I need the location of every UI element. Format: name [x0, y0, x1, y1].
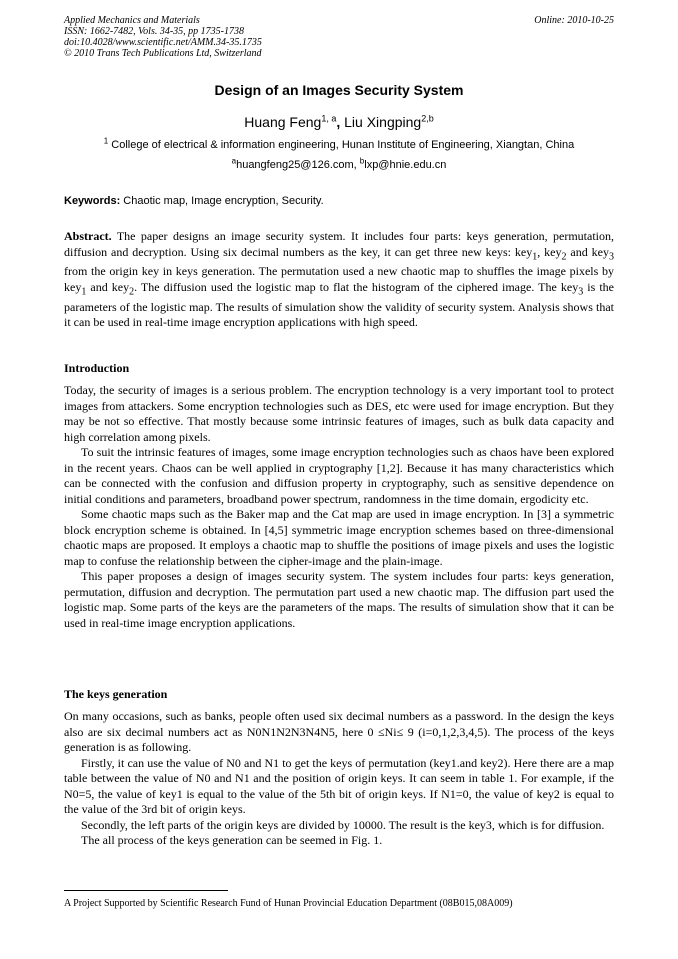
abstract-sub: 1 — [81, 286, 87, 298]
abstract-text: The paper designs an image security system. It includes four parts: keys generation, permutation, diffusion and decryption. Using six decimal numbers as the key, it can get three new keys: key — [64, 229, 614, 259]
journal-header — [64, 15, 262, 59]
email-line — [0, 156, 678, 171]
author-separator: , — [336, 114, 345, 130]
abstract-sub: 3 — [578, 286, 584, 298]
journal-copyright: © 2010 Trans Tech Publications Ltd, Switzerland — [64, 48, 262, 59]
author-line — [0, 114, 678, 130]
paragraph: Secondly, the left parts of the origin keys are divided by 10000. The result is the key3, which is for diffusion. — [81, 817, 605, 832]
keys-generation-body — [64, 709, 614, 849]
paragraph: This paper proposes a design of images security system. The system includes four parts: keys generation, permutation, diffusion and decryption. The permutation part used a new chaotic map. The diffusion part used the logistic map. Some parts of the keys are the parameters of the maps. The results of simulation show that it can be used in real-time image encryption applications. — [64, 569, 614, 630]
email-b-sup: b — [359, 156, 365, 166]
introduction-heading: Introduction — [64, 361, 130, 375]
paragraph: Firstly, it can use the value of N0 and N1 to get the keys of permutation (key1.and key2). Here there are a map table between the value of N0 and N1 and the position of origin keys. It can seem in table 1. For example, if the N0=5, the value of key1 is equal to the value of the 5th bit of origin keys. If N1=0, the value of key2 is equal to the value of the 3rd bit of origin keys. — [64, 755, 614, 816]
introduction-body — [64, 383, 614, 631]
keywords-text: Chaotic map, Image encryption, Security. — [120, 195, 324, 207]
email-a[interactable]: huangfeng25@126.com — [236, 159, 354, 171]
affiliation-number: 1 — [103, 136, 109, 146]
abstract — [64, 229, 614, 331]
keywords-label: Keywords: — [64, 195, 121, 207]
paragraph: Today, the security of images is a serious problem. The encryption technology is a very important tool to protect images from attackers. Some encryption technologies such as DES, etc were used for image encryption. But they may be not so effective. That mostly because some intrinsic features of images, such as bulk data capacity and high correlation among pixels. — [64, 383, 614, 444]
footnote-divider — [64, 890, 228, 891]
author-2-sup: 2,b — [421, 113, 434, 124]
paragraph: The all process of the keys generation can be seemed in Fig. 1. — [81, 833, 383, 847]
abstract-text: from the origin key in keys generation. The permutation used a new chaotic map to shuffles the image pixels by key — [64, 264, 614, 294]
abstract-sub: 1 — [532, 250, 538, 262]
affiliation-text: College of electrical & information engineering, Hunan Institute of Engineering, Xiangtan, China — [111, 139, 575, 151]
author-1-name: Huang Feng — [244, 114, 322, 130]
affiliation — [0, 136, 678, 151]
abstract-sub: 2 — [129, 286, 135, 298]
online-date: Online: 2010-10-25 — [534, 15, 614, 26]
author-1-sup: 1, a — [321, 113, 337, 124]
paper-title: Design of an Images Security System — [214, 82, 464, 98]
abstract-text: . The diffusion used the logistic map to flat the histogram of the ciphered image. The key — [134, 279, 579, 294]
abstract-text: is the parameters of the logistic map. The results of simulation show the validity of security system. Analysis shows that it can be used in real-time image encryption applications with high speed. — [64, 279, 614, 330]
abstract-text: and key — [86, 279, 130, 294]
keys-generation-heading: The keys generation — [64, 687, 168, 701]
abstract-text: , key — [537, 244, 562, 259]
email-a-sup: a — [231, 156, 237, 166]
footnote: A Project Supported by Scientific Research Fund of Hunan Provincial Education Department (08B015,08A009) — [64, 898, 513, 909]
email-separator: , — [353, 159, 360, 171]
email-b[interactable]: lxp@hnie.edu.cn — [364, 159, 447, 171]
author-2-name: Liu Xingping — [344, 114, 422, 130]
keywords — [64, 195, 614, 207]
abstract-sub: 2 — [561, 250, 567, 262]
paragraph: Some chaotic maps such as the Baker map and the Cat map are used in image encryption. In [3] a symmetric block encryption scheme is obtained. In [4,5] symmetric image encryption schemes based on three-dimensional chaotic maps are proposed. It employs a chaotic map to shuffle the positions of image pixels and uses the logistic map to confuse the relationship between the cipher-image and the plain-image. — [64, 507, 614, 568]
journal-doi: doi:10.4028/www.scientific.net/AMM.34-35.1735 — [64, 37, 262, 48]
abstract-sub: 3 — [609, 250, 614, 262]
paragraph: To suit the intrinsic features of images, some image encryption technologies such as chaos have been explored in the recent years. Chaos can be well applied in cryptography [1,2]. Because it has many characteristics which can be connected with the confusion and diffusion property in cryptography, such as sensitive dependence on initial conditions and parameters, broadband power spectrum, randomness in the time domain, ergodicity etc. — [64, 445, 614, 506]
journal-name: Applied Mechanics and Materials — [64, 15, 200, 26]
paragraph: On many occasions, such as banks, people often used six decimal numbers as a password. In the design the keys also are six decimal numbers act as N0N1N2N3N4N5, here 0 ≤Ni≤ 9 (i=0,1,2,3,4,5). The process of the keys generation is as following. — [64, 709, 614, 754]
abstract-label: Abstract. — [64, 229, 112, 243]
journal-issn: ISSN: 1662-7482, Vols. 34-35, pp 1735-1738 — [64, 26, 244, 37]
abstract-text: and key — [566, 244, 609, 259]
